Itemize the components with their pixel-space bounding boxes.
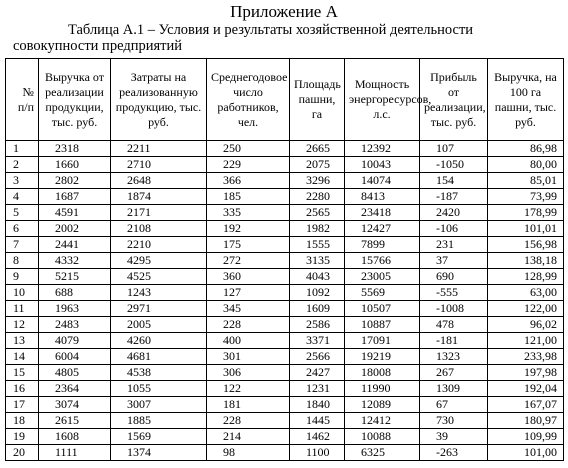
table-header-row — [6, 59, 564, 141]
cell-power: 6325 — [345, 445, 420, 461]
cell-power: 18008 — [345, 365, 420, 381]
cell-number: 4 — [6, 189, 39, 205]
cell-employees: 228 — [207, 317, 290, 333]
table-row — [6, 189, 564, 205]
cell-revenue: 2483 — [39, 317, 111, 333]
table-caption: Таблица А.1 – Условия и результаты хозяйственной деятельности совокупности предприятий — [13, 22, 474, 54]
table-row — [6, 317, 564, 333]
cell-employees: 127 — [207, 285, 290, 301]
cell-power: 12089 — [345, 397, 420, 413]
cell-costs: 1374 — [111, 445, 207, 461]
cell-number: 3 — [6, 173, 39, 189]
cell-profit: 39 — [420, 429, 488, 445]
cell-profit: 154 — [420, 173, 488, 189]
cell-employees: 335 — [207, 205, 290, 221]
cell-arable-area: 2565 — [290, 205, 345, 221]
cell-profit: 478 — [420, 317, 488, 333]
cell-revenue: 3074 — [39, 397, 111, 413]
cell-revenue: 4079 — [39, 333, 111, 349]
cell-number: 2 — [6, 157, 39, 173]
cell-revenue: 2615 — [39, 413, 111, 429]
table-row — [6, 301, 564, 317]
cell-profit: 231 — [420, 237, 488, 253]
cell-revenue: 5215 — [39, 269, 111, 285]
cell-revenue: 4805 — [39, 365, 111, 381]
cell-revenue-per-100ha: 167,07 — [488, 397, 564, 413]
cell-costs: 1885 — [111, 413, 207, 429]
cell-revenue-per-100ha: 233,98 — [488, 349, 564, 365]
cell-number: 16 — [6, 381, 39, 397]
cell-profit: 267 — [420, 365, 488, 381]
cell-profit: -106 — [420, 221, 488, 237]
cell-revenue: 1608 — [39, 429, 111, 445]
cell-costs: 4295 — [111, 253, 207, 269]
cell-arable-area: 1445 — [290, 413, 345, 429]
cell-revenue: 1687 — [39, 189, 111, 205]
cell-arable-area: 4043 — [290, 269, 345, 285]
col-header-arable-area: Площадь пашни, га — [290, 59, 345, 141]
cell-revenue-per-100ha: 138,18 — [488, 253, 564, 269]
cell-power: 10043 — [345, 157, 420, 173]
cell-number: 13 — [6, 333, 39, 349]
cell-profit: -1050 — [420, 157, 488, 173]
cell-employees: 306 — [207, 365, 290, 381]
cell-revenue: 2802 — [39, 173, 111, 189]
cell-arable-area: 1982 — [290, 221, 345, 237]
cell-arable-area: 1555 — [290, 237, 345, 253]
cell-employees: 98 — [207, 445, 290, 461]
cell-costs: 2648 — [111, 173, 207, 189]
cell-profit: 37 — [420, 253, 488, 269]
cell-costs: 1569 — [111, 429, 207, 445]
cell-power: 23005 — [345, 269, 420, 285]
cell-revenue: 688 — [39, 285, 111, 301]
cell-number: 1 — [6, 141, 39, 157]
cell-employees: 214 — [207, 429, 290, 445]
cell-power: 17091 — [345, 333, 420, 349]
cell-number: 5 — [6, 205, 39, 221]
cell-arable-area: 1231 — [290, 381, 345, 397]
cell-costs: 2971 — [111, 301, 207, 317]
col-header-revenue: Выручка от реализации продукции, тыс. руб. — [39, 59, 111, 141]
cell-employees: 192 — [207, 221, 290, 237]
cell-number: 12 — [6, 317, 39, 333]
cell-profit: 107 — [420, 141, 488, 157]
cell-costs: 4260 — [111, 333, 207, 349]
cell-power: 23418 — [345, 205, 420, 221]
cell-revenue-per-100ha: 156,98 — [488, 237, 564, 253]
cell-employees: 229 — [207, 157, 290, 173]
cell-revenue: 2441 — [39, 237, 111, 253]
cell-revenue-per-100ha: 63,00 — [488, 285, 564, 301]
cell-power: 14074 — [345, 173, 420, 189]
table-row — [6, 221, 564, 237]
col-header-costs: Затраты на реализованную продукцию, тыс. руб. — [111, 59, 207, 141]
cell-revenue-per-100ha: 109,99 — [488, 429, 564, 445]
cell-employees: 360 — [207, 269, 290, 285]
cell-profit: -181 — [420, 333, 488, 349]
cell-number: 7 — [6, 237, 39, 253]
cell-costs: 4538 — [111, 365, 207, 381]
table-row — [6, 237, 564, 253]
table-row — [6, 285, 564, 301]
cell-number: 6 — [6, 221, 39, 237]
table-row — [6, 157, 564, 173]
cell-profit: -1008 — [420, 301, 488, 317]
cell-arable-area: 2427 — [290, 365, 345, 381]
cell-arable-area: 2665 — [290, 141, 345, 157]
cell-arable-area: 2566 — [290, 349, 345, 365]
cell-power: 10088 — [345, 429, 420, 445]
cell-employees: 345 — [207, 301, 290, 317]
cell-employees: 181 — [207, 397, 290, 413]
table-row — [6, 349, 564, 365]
cell-arable-area: 1840 — [290, 397, 345, 413]
cell-revenue-per-100ha: 197,98 — [488, 365, 564, 381]
cell-arable-area: 1100 — [290, 445, 345, 461]
cell-costs: 2005 — [111, 317, 207, 333]
cell-revenue-per-100ha: 121,00 — [488, 333, 564, 349]
col-header-power: Мощность энергоресурсов, л.с. — [345, 59, 420, 141]
cell-revenue: 2364 — [39, 381, 111, 397]
table-row — [6, 253, 564, 269]
cell-revenue-per-100ha: 192,04 — [488, 381, 564, 397]
data-table — [5, 58, 564, 461]
cell-number: 15 — [6, 365, 39, 381]
table-row — [6, 365, 564, 381]
cell-number: 10 — [6, 285, 39, 301]
cell-revenue-per-100ha: 86,98 — [488, 141, 564, 157]
cell-employees: 228 — [207, 413, 290, 429]
col-header-number: № п/п — [6, 59, 39, 141]
cell-revenue: 4332 — [39, 253, 111, 269]
cell-profit: -263 — [420, 445, 488, 461]
cell-profit: 1323 — [420, 349, 488, 365]
cell-number: 18 — [6, 413, 39, 429]
col-header-employees: Среднегодовое число работников, чел. — [207, 59, 290, 141]
cell-profit: 2420 — [420, 205, 488, 221]
table-row — [6, 381, 564, 397]
table-row — [6, 445, 564, 461]
table-row — [6, 333, 564, 349]
cell-costs: 2171 — [111, 205, 207, 221]
cell-power: 5569 — [345, 285, 420, 301]
cell-arable-area: 2280 — [290, 189, 345, 205]
cell-power: 7899 — [345, 237, 420, 253]
cell-revenue: 1111 — [39, 445, 111, 461]
table-body — [6, 141, 564, 461]
table-row — [6, 429, 564, 445]
cell-profit: 730 — [420, 413, 488, 429]
cell-costs: 3007 — [111, 397, 207, 413]
cell-costs: 2108 — [111, 221, 207, 237]
cell-power: 19219 — [345, 349, 420, 365]
cell-power: 12392 — [345, 141, 420, 157]
cell-arable-area: 2586 — [290, 317, 345, 333]
cell-profit: -187 — [420, 189, 488, 205]
cell-revenue: 2002 — [39, 221, 111, 237]
cell-employees: 301 — [207, 349, 290, 365]
cell-costs: 2210 — [111, 237, 207, 253]
cell-profit: -555 — [420, 285, 488, 301]
cell-employees: 122 — [207, 381, 290, 397]
cell-costs: 4681 — [111, 349, 207, 365]
cell-arable-area: 3371 — [290, 333, 345, 349]
cell-arable-area: 1462 — [290, 429, 345, 445]
cell-employees: 366 — [207, 173, 290, 189]
cell-power: 8413 — [345, 189, 420, 205]
cell-revenue-per-100ha: 80,00 — [488, 157, 564, 173]
cell-revenue-per-100ha: 73,99 — [488, 189, 564, 205]
cell-number: 11 — [6, 301, 39, 317]
cell-power: 15766 — [345, 253, 420, 269]
table-row — [6, 205, 564, 221]
cell-revenue: 1660 — [39, 157, 111, 173]
cell-costs: 1243 — [111, 285, 207, 301]
cell-revenue: 1963 — [39, 301, 111, 317]
table-row — [6, 397, 564, 413]
cell-revenue-per-100ha: 122,00 — [488, 301, 564, 317]
cell-number: 8 — [6, 253, 39, 269]
cell-arable-area: 1609 — [290, 301, 345, 317]
cell-costs: 1874 — [111, 189, 207, 205]
cell-profit: 67 — [420, 397, 488, 413]
cell-employees: 272 — [207, 253, 290, 269]
table-row — [6, 173, 564, 189]
cell-employees: 250 — [207, 141, 290, 157]
col-header-profit: Прибыль от реализации, тыс. руб. — [420, 59, 488, 141]
cell-revenue-per-100ha: 96,02 — [488, 317, 564, 333]
cell-revenue: 2318 — [39, 141, 111, 157]
cell-revenue-per-100ha: 101,00 — [488, 445, 564, 461]
col-header-revenue-per-100ha: Выручка, на 100 га пашни, тыс. руб. — [488, 59, 564, 141]
cell-number: 17 — [6, 397, 39, 413]
cell-costs: 2710 — [111, 157, 207, 173]
cell-power: 11990 — [345, 381, 420, 397]
cell-revenue-per-100ha: 101,01 — [488, 221, 564, 237]
cell-number: 20 — [6, 445, 39, 461]
cell-arable-area: 3135 — [290, 253, 345, 269]
cell-employees: 185 — [207, 189, 290, 205]
cell-costs: 4525 — [111, 269, 207, 285]
cell-number: 19 — [6, 429, 39, 445]
cell-arable-area: 2075 — [290, 157, 345, 173]
cell-power: 10507 — [345, 301, 420, 317]
cell-revenue-per-100ha: 180,97 — [488, 413, 564, 429]
cell-profit: 1309 — [420, 381, 488, 397]
cell-employees: 400 — [207, 333, 290, 349]
appendix-title: Приложение А — [230, 2, 338, 21]
cell-number: 9 — [6, 269, 39, 285]
cell-arable-area: 1092 — [290, 285, 345, 301]
cell-arable-area: 3296 — [290, 173, 345, 189]
table-row — [6, 141, 564, 157]
cell-power: 12427 — [345, 221, 420, 237]
cell-employees: 175 — [207, 237, 290, 253]
cell-revenue-per-100ha: 128,99 — [488, 269, 564, 285]
table-row — [6, 413, 564, 429]
cell-power: 12412 — [345, 413, 420, 429]
cell-revenue: 4591 — [39, 205, 111, 221]
cell-power: 10887 — [345, 317, 420, 333]
cell-costs: 1055 — [111, 381, 207, 397]
cell-revenue-per-100ha: 178,99 — [488, 205, 564, 221]
cell-revenue-per-100ha: 85,01 — [488, 173, 564, 189]
cell-costs: 2211 — [111, 141, 207, 157]
cell-number: 14 — [6, 349, 39, 365]
cell-profit: 690 — [420, 269, 488, 285]
cell-revenue: 6004 — [39, 349, 111, 365]
table-row — [6, 269, 564, 285]
